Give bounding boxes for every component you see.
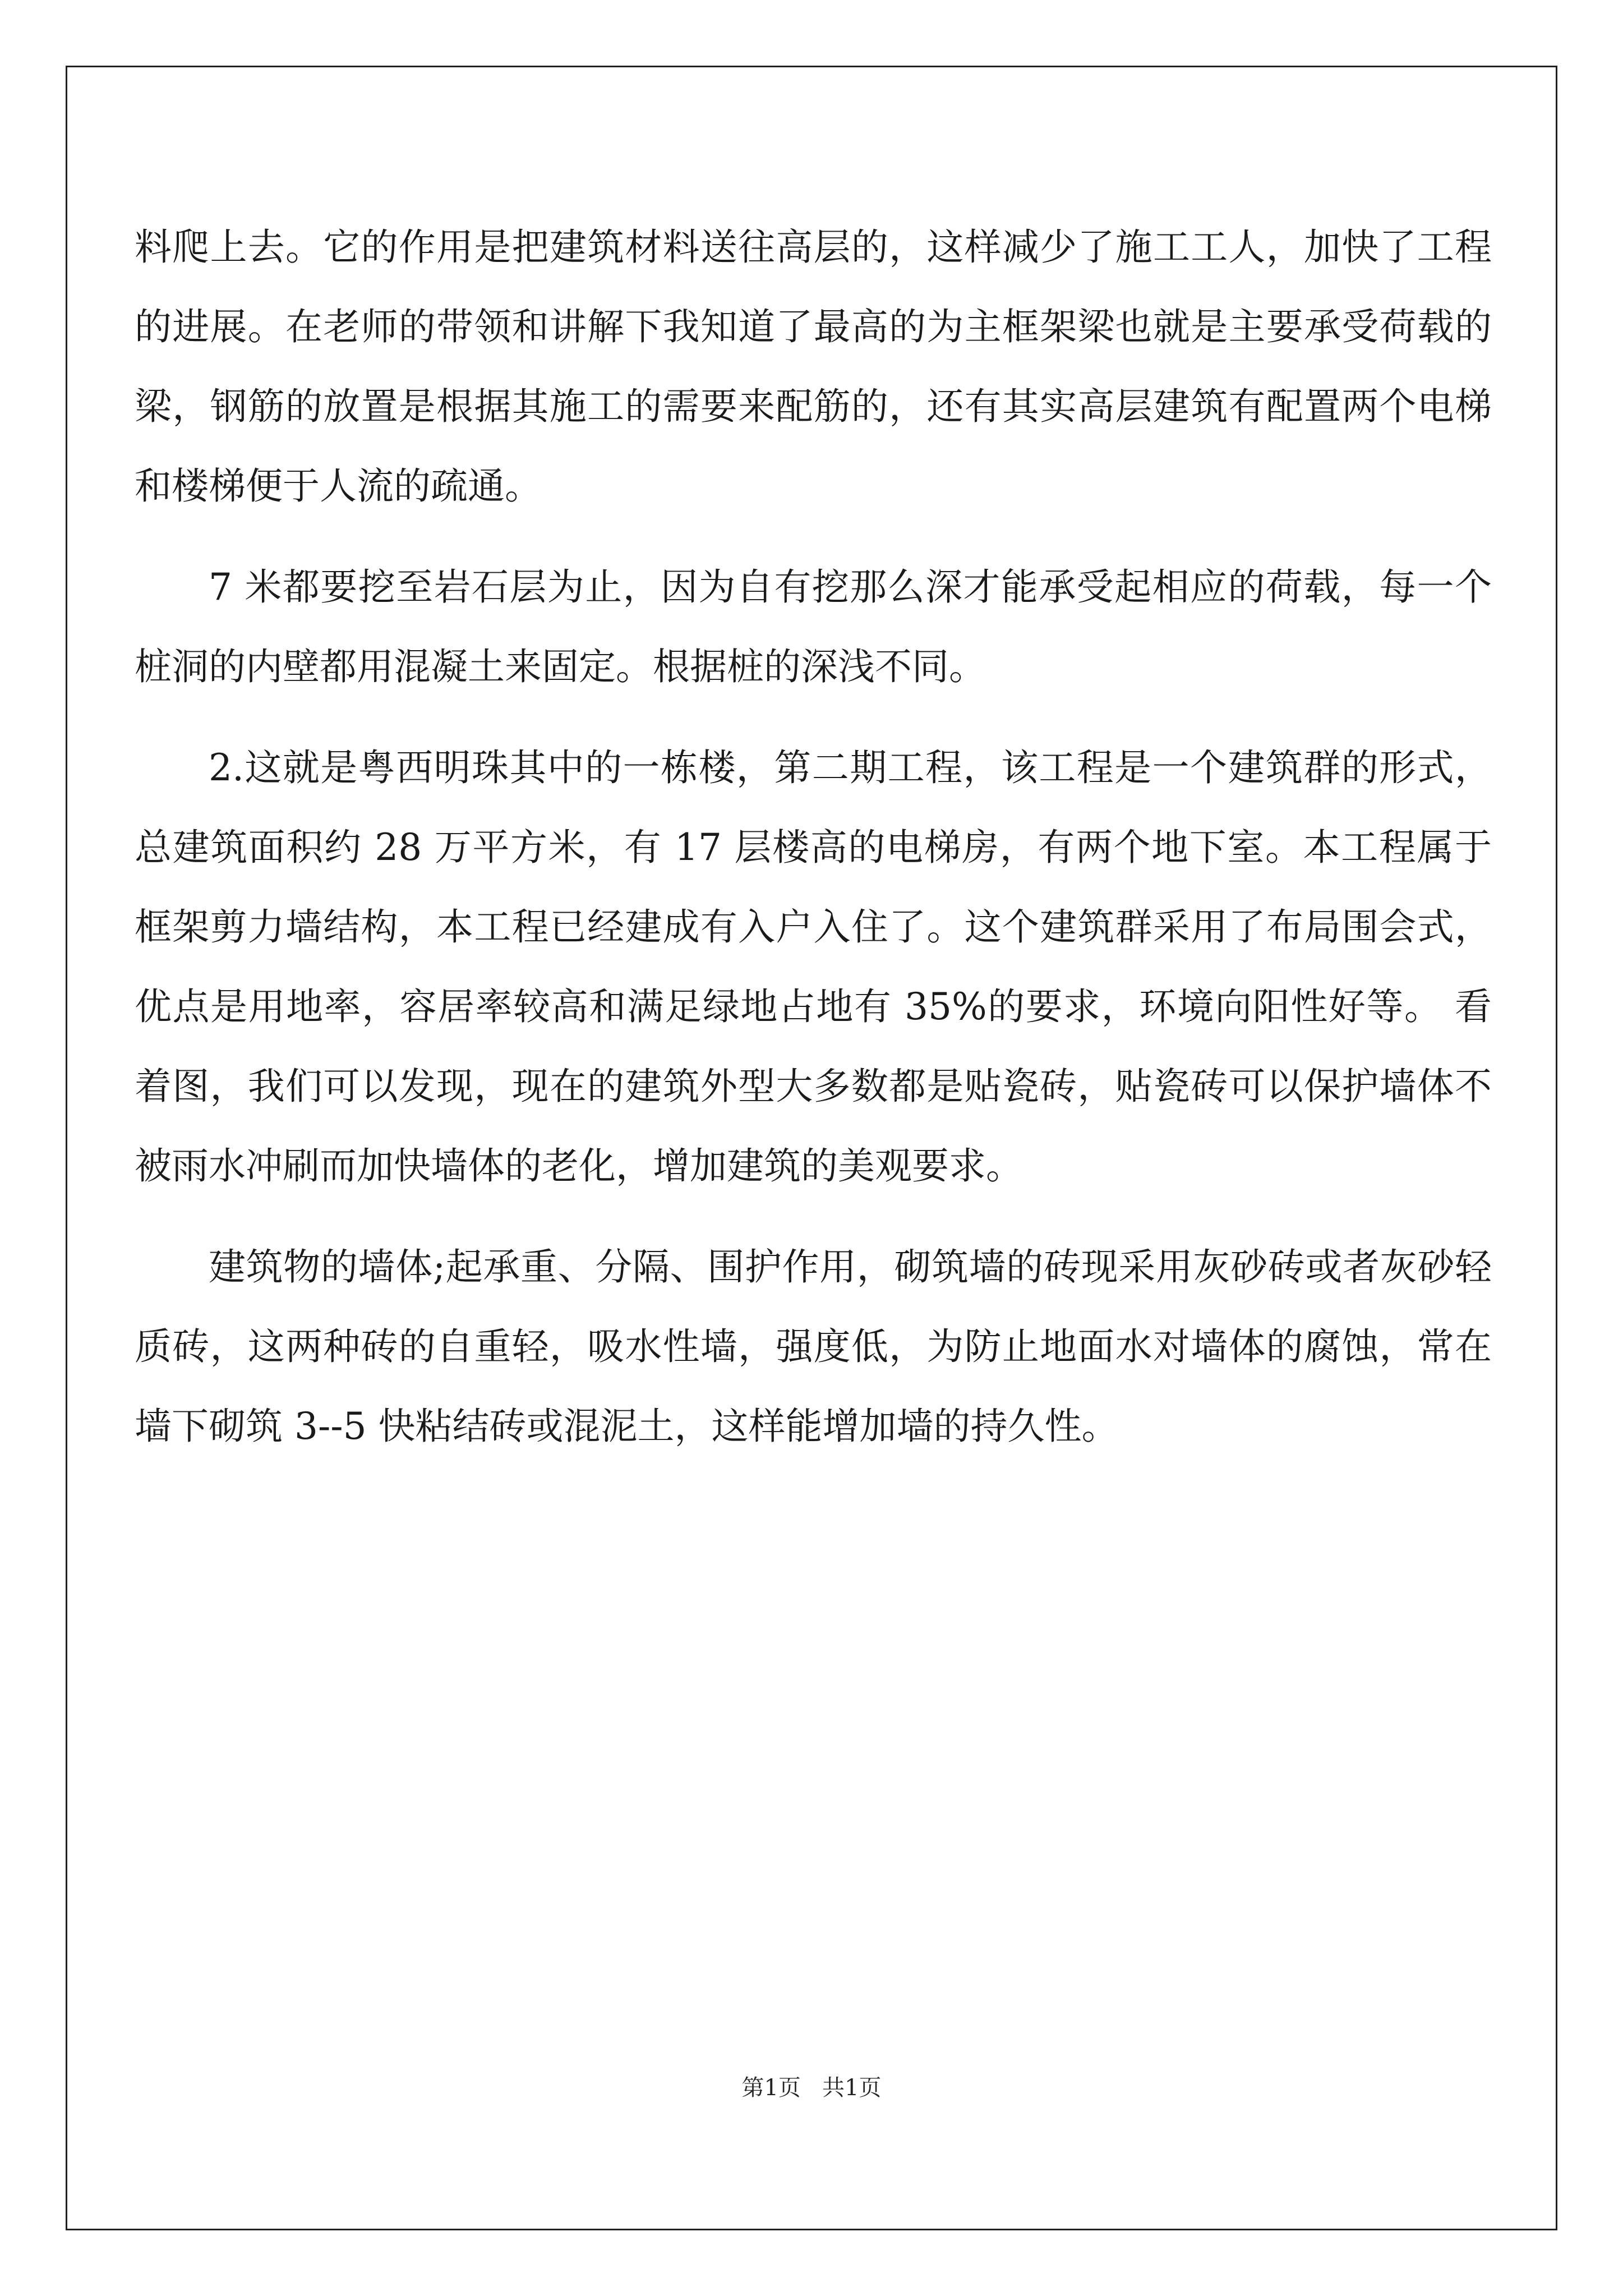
paragraph-1: 料爬上去。它的作用是把建筑材料送往高层的，这样减少了施工工人，加快了工程的进展。在老师的带领和讲解下我知道了最高的为主框架梁也就是主要承受荷载的梁，钢筋的放置是根据其施工的需要来配筋的，还有其实高层建筑有配置两个电梯和楼梯便于人流的疏通。 [135, 226, 1492, 508]
paragraph-4: 建筑物的墙体;起承重、分隔、围护作用，砌筑墙的砖现采用灰砂砖或者灰砂轻质砖，这两种砖的自重轻，吸水性墙，强度低，为防止地面水对墙体的腐蚀，常在墙下砌筑 3--5 快粘结砖或混泥土，这样能增加墙的持久性。 [135, 1245, 1492, 1448]
paragraph-2: 7 米都要挖至岩石层为止，因为自有挖那么深才能承受起相应的荷载，每一个桩洞的内壁都用混凝土来固定。根据桩的深浅不同。 [135, 565, 1492, 688]
paragraph-3: 2.这就是粤西明珠其中的一栋楼，第二期工程，该工程是一个建筑群的形式，总建筑面积约 28 万平方米，有 17 层楼高的电梯房，有两个地下室。本工程属于框架剪力墙结构，本工程已经建成有入户入住了。这个建筑群采用了布局围会式，优点是用地率，容居率较高和满足绿地占地有 35%的要求，环境向阳性好等。 看着图，我们可以发现，现在的建筑外型大多数都是贴瓷砖，贴瓷砖可以保护墙体不被雨水冲刷而加快墙体的老化，增加建筑的美观要求。 [135, 746, 1492, 1188]
document-body [135, 208, 1492, 1466]
page-number-footer: 第1页 共1页 [741, 2075, 882, 2101]
